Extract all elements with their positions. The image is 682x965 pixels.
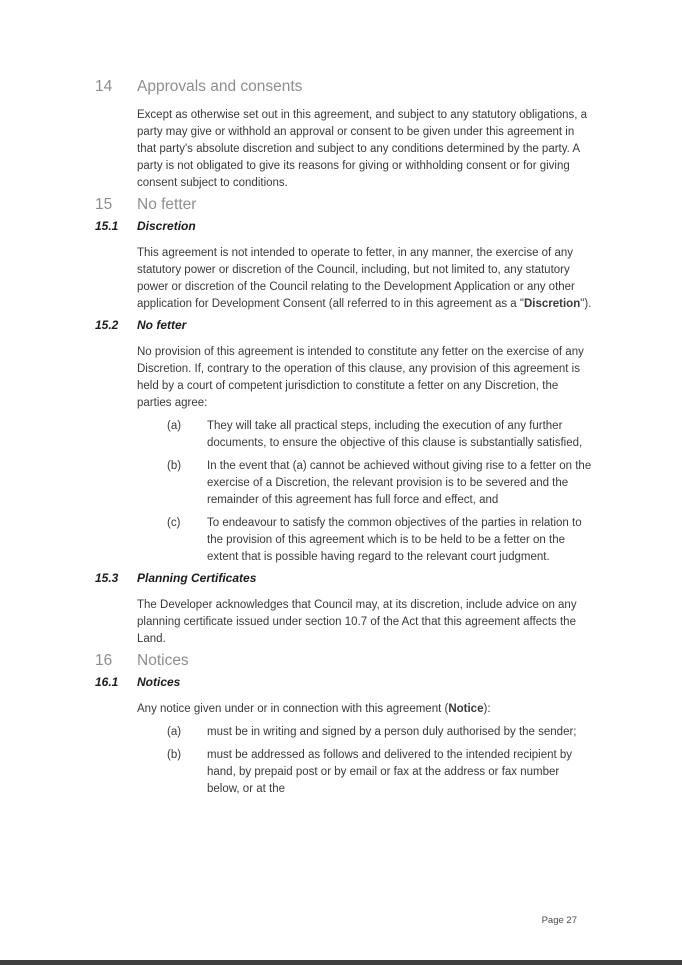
clause-16-1-body-pre: Any notice given under or in connection with this agreement ( bbox=[137, 703, 449, 715]
list-marker: (c) bbox=[167, 517, 181, 529]
list-item-15-2-b bbox=[167, 458, 592, 509]
clause-16-title: Notices bbox=[137, 652, 189, 669]
clause-16-1-heading bbox=[95, 675, 592, 690]
clause-15-2-number: 15.2 bbox=[95, 318, 119, 332]
clause-14-heading bbox=[95, 78, 592, 96]
clause-15-3-number: 15.3 bbox=[95, 571, 119, 585]
list-item-text: They will take all practical steps, including the execution of any further documents, to ensure the objective of this clause is substantially satisfied, bbox=[207, 420, 583, 449]
list-item-16-1-b bbox=[167, 747, 592, 798]
list-marker: (b) bbox=[167, 460, 182, 472]
list-item-text: In the event that (a) cannot be achieved without giving rise to a fetter on the exercise of a Discretion, the relevant provision is to be severed and the remainder of this agreement has full force and effect, and bbox=[207, 460, 592, 506]
clause-15-1-body bbox=[137, 245, 592, 313]
page-number: Page 27 bbox=[541, 915, 577, 926]
clause-15-title: No fetter bbox=[137, 196, 197, 213]
clause-14-body: Except as otherwise set out in this agreement, and subject to any statutory obligations, a party may give or withhold an approval or consent to be given under this agreement in that party's absolute discretion and subject to any conditions determined by the party. A party is not obligated to give its reasons for giving or withholding consent or for giving consent subject to conditions. bbox=[137, 109, 588, 189]
list-marker: (b) bbox=[167, 749, 182, 761]
clause-15-2-heading bbox=[95, 318, 592, 333]
clause-16-1-title: Notices bbox=[137, 675, 181, 689]
clause-15-2-title: No fetter bbox=[137, 318, 187, 332]
clause-16-1-body bbox=[137, 701, 592, 718]
list-marker: (a) bbox=[167, 726, 182, 738]
clause-14-number: 14 bbox=[95, 78, 113, 95]
clause-14-title: Approvals and consents bbox=[137, 78, 303, 95]
clause-16-1-body-bold-term: Notice bbox=[448, 703, 484, 715]
clause-15-1-body-pre: This agreement is not intended to operate to fetter, in any manner, the exercise of any statutory power or discretion of the Council, including, but not limited to, any statutory power or discretion of the Council relating to the Development Application or any other application for Development Consent (all referred to in this agreement as a " bbox=[137, 247, 575, 310]
clause-15-3-heading bbox=[95, 571, 592, 586]
clause-16-1-body-post: ): bbox=[483, 703, 491, 715]
clause-15-3-body: The Developer acknowledges that Council may, at its discretion, include advice on any planning certificate issued under section 10.7 of the Act that this agreement affects the Land. bbox=[137, 599, 577, 645]
list-marker: (a) bbox=[167, 420, 182, 432]
list-item-15-2-a bbox=[167, 418, 592, 452]
clause-15-1-title: Discretion bbox=[137, 219, 196, 233]
clause-16-1-number: 16.1 bbox=[95, 675, 119, 689]
clause-16-heading bbox=[95, 652, 592, 670]
list-item-15-2-c bbox=[167, 515, 592, 566]
clause-15-3-title: Planning Certificates bbox=[137, 571, 257, 585]
clause-15-1-heading bbox=[95, 219, 592, 234]
clause-15-1-body-post: "). bbox=[580, 298, 592, 310]
clause-15-1-body-bold-term: Discretion bbox=[523, 298, 581, 310]
list-item-text: must be in writing and signed by a person duly authorised by the sender; bbox=[207, 726, 577, 738]
document-body bbox=[95, 0, 592, 798]
list-item-text: must be addressed as follows and delivered to the intended recipient by hand, by prepaid post or by email or fax at the address or fax number below, or at the bbox=[207, 749, 573, 795]
clause-15-1-number: 15.1 bbox=[95, 219, 119, 233]
list-item-16-1-a bbox=[167, 724, 592, 741]
clause-16-number: 16 bbox=[95, 652, 113, 669]
clause-15-2-body: No provision of this agreement is intended to constitute any fetter on the exercise of any Discretion. If, contrary to the operation of this clause, any provision of this agreement is held by a court of competent jurisdiction to constitute a fetter on any Discretion, the parties agree: bbox=[137, 346, 584, 409]
page-bottom-edge bbox=[0, 960, 682, 965]
clause-15-heading bbox=[95, 196, 592, 214]
clause-15-number: 15 bbox=[95, 196, 113, 213]
list-item-text: To endeavour to satisfy the common objectives of the parties in relation to the provision of this agreement which is to be held to be a fetter on the extent that is possible having regard to the relevant court judgment. bbox=[207, 517, 582, 563]
